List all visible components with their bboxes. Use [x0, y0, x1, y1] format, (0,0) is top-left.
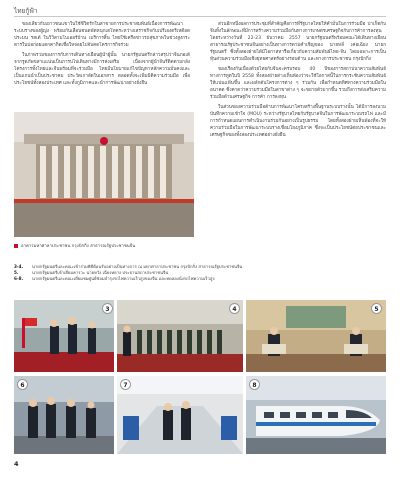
main-photo-caption-text: อาคารมหาศาลาประชาชน กรุงปักกิ่ง สาธารณรัฐประชาชนจีน [21, 244, 136, 249]
photo-workshop-visit [14, 376, 114, 454]
photo-number-badge: 8 [249, 379, 260, 390]
right-text-column [210, 22, 386, 143]
caption-text: นายกรัฐมนตรีเข้าเยี่ยมคารวะ นายหวัง เฉียงหยาง ประธานสภาประชาชนจีน [32, 270, 169, 276]
photo-number-badge: 3 [102, 303, 113, 314]
photo-number-badge: 6 [17, 379, 28, 390]
caption-number: 3-4. [14, 264, 24, 269]
photo-high-speed-train [246, 376, 386, 454]
right-paragraph-2: ของเรืองกันเนื่องด้วยไทยกับจีนจะครบรอบ 40 ปีของการสถาปนาความสัมพันธ์ทางการทูตในปี 2558 ทั้งสองฝ่ายต่างเห็นพ้องว่าจะใช้โอกาสนี้ในการกระชับความสัมพันธ์ให้แน่นแฟ้นขึ้น และผลักดันโครงการต่าง ๆ ร่วมกัน เพื่อกำหนดทิศทางความร่วมมือในอนาคต ซึ่งคาดว่าความร่วมมือในสาขาต่าง ๆ จะขยายตัวมากขึ้น รวมถึงการส่งเสริมความร่วมมือด้านเศรษฐกิจ การค้า การลงทุน [210, 66, 386, 100]
left-paragraph-2: ในภาพรวมของการกับการเดินทางเยือนผู้นำผู้นั้น นายกรัฐมนตรีกล่าวสรุปว่าจีนภอเด้จากรูดภัพขสาแแน่นเป็นภารบไปเดินทางมีการส่งเสริม เนื่องจากผู้นำจีนรีติดตามกลัง โครงการทั้งไทยและจีนพร้อมที่จะร่วมมือ ไทยมีนโยบายแก้ไขปัญหาหลักความมั่นคงและเป็นแกนนำเป็นประชาคม ประวัตเกาลัดในเอกสาร ตลอดทั้งจะเพิ่มมิติความร่วมมือ เพื่อประโยชน์ทั้งสองประเทศ และทั้งภูมิภาคและนำการพัฒนาอย่างยั่งยืน [14, 52, 190, 86]
caption-number: 5. [14, 270, 19, 276]
caption-text: นายกรัฐมนตรีและคณะเข้าร่วมพิธีต้อนรับอย่างเป็นทางการ ณ มหาศาลาประชาชน กรุงปักกิ่ง สาธารณรัฐประชาชนจีน [32, 264, 243, 269]
photo-captions [14, 264, 386, 282]
photo-number-badge: 4 [229, 303, 240, 314]
photo-number-badge: 7 [120, 379, 131, 390]
photo-train-interior [117, 376, 243, 454]
caption-row [14, 276, 386, 282]
caption-text: นายกรัฐมนตรีและคณะเยี่ยมชมศูนย์ซ่อมบำรุงรถไฟความเร็วสูงของจีน และทดลองนั่งรถไฟความเร็วสูง [32, 276, 215, 282]
left-paragraph-1: ของเสียวกับเยาวชนแขาในใช้ชีวิตรักในสาขายการประชาสมพันธ์เนื่องการรพัฒนาระบบรางของผู้ญ่ง พร้อมกันเลือนชนดพัดหนุกเดโทคระหว่างเสราชกิจกับเปรีเองตรีเหตีอดประมน รสเต้ ในวิวิตามโบเออร์บ้าน เมริการสิ้น ไทยใช้เครือข่าวรถสุขภาพในช่วงสูงกระตารในปอก่อยแดกคากิดเชื่อใหจ่อยไปจับคดโครการกิจร่วม [14, 22, 190, 48]
left-text-column [14, 22, 190, 91]
main-photo-caption [14, 242, 135, 249]
header-divider [14, 16, 386, 17]
photo-welcome-ceremony [14, 300, 114, 372]
page-number: 4 [14, 460, 19, 468]
photo-number-badge: 5 [371, 303, 382, 314]
caption-marker-icon [14, 244, 18, 248]
caption-number: 6-8. [14, 276, 24, 282]
photo-meeting [246, 300, 386, 372]
main-photo-great-hall [14, 112, 194, 237]
running-header: ไทยกู้ฟ้า [14, 7, 38, 15]
photo-honor-guard [117, 300, 243, 372]
right-paragraph-1: ส่วนอีกหนึ่งผลการประชุมที่สำคัญคือการที่รัฐบาลไทยให้คำมั่นในการร่วมมือ ปาเก็ตกับจีนทั้งในลักษณะที่มีการสร้างความร่วมมือกันทางการเกษตรเศรษฐกิจกับการค้าการลงทุน โดยระหว่างวันที่ 22-23 ธันวาคม 2557 นายกรัฐมนตรีพร้อมคณะได้เดินทางเยือนสาธารณรัฐประชาชนจีนอย่างเป็นทางการตามคำเชิญของ นายหลี่ เค่อเฉียง นายกรัฐมนตรี ซึ่งทั้งสองฝ่ายได้มีโอกาสหารือเกี่ยวกับความสัมพันธ์ไทย-จีน โดยเฉพาะการเป็นหุ้นส่วนความร่วมมือเชิงยุทธศาสตร์อย่างรอบด้าน และทางการประชาชน กรุงปักกิ่ง [210, 22, 386, 62]
right-paragraph-3: ในส่วนของความร่วมมือด้านการพัฒนาโครงสร้างพื้นฐานระบบรางนั้น ได้มีการลงนามบันทึกความเข้าใจ (MOU) ระหว่างรัฐบาลไทยกับรัฐบาลจีนในการพัฒนาระบบรถไฟ และมีการกำหนดแผนการดำเนินงานร่วมกันอย่างเป็นรูปธรรม โดยทั้งสองฝ่ายเห็นพ้องที่จะให้ความร่วมมือในการพัฒนาระบบรางเชื่อมโยงภูมิภาค ซึ่งจะเป็นประโยชน์ต่อประชาชนและเศรษฐกิจของทั้งสองประเทศอย่างยั่งยืน [210, 104, 386, 138]
